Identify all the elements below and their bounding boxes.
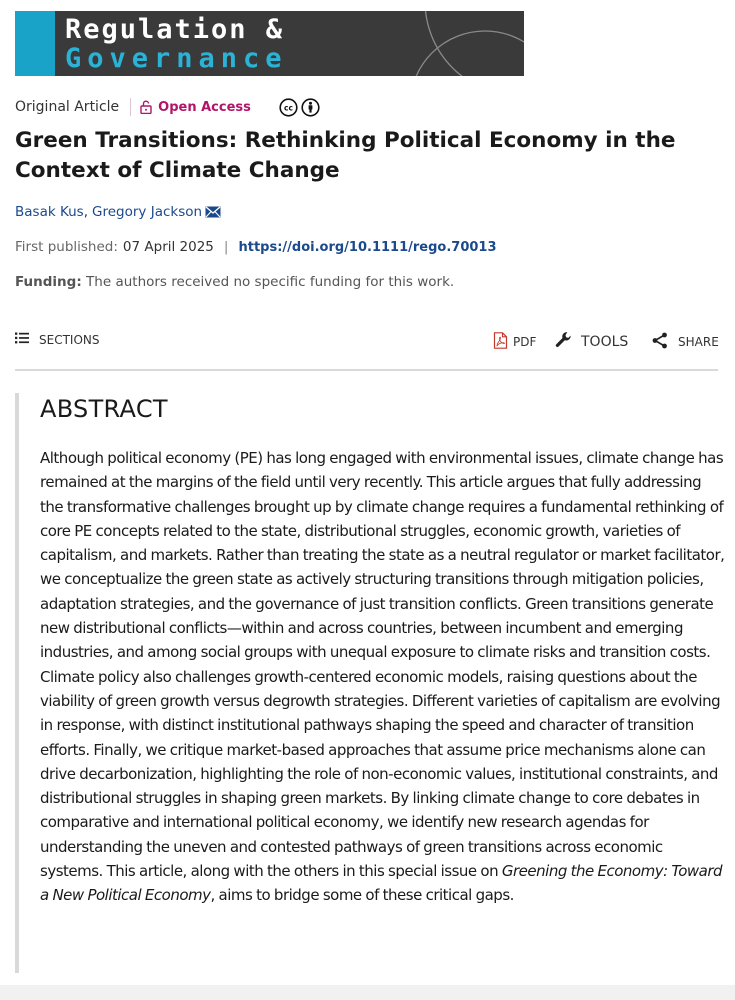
- envelope-icon[interactable]: [205, 206, 221, 218]
- share-label: SHARE: [678, 335, 719, 349]
- article-toolbar: [15, 330, 718, 354]
- abstract-text: [40, 446, 725, 908]
- author-separator: ,: [83, 204, 89, 220]
- svg-text:cc: cc: [283, 103, 293, 113]
- funding-label: Funding:: [15, 274, 82, 290]
- share-button[interactable]: [652, 332, 719, 352]
- funding-text: The authors received no specific funding for this work.: [86, 274, 455, 290]
- publication-info: [15, 239, 497, 255]
- share-icon: [652, 332, 668, 352]
- sections-label: SECTIONS: [39, 332, 100, 347]
- pipe-separator: |: [223, 239, 229, 255]
- journal-name-line1: Regulation &: [65, 14, 285, 45]
- abstract-heading: ABSTRACT: [40, 395, 168, 423]
- journal-name-line2: Governance: [65, 43, 288, 74]
- page-footer-band: [0, 985, 735, 1000]
- funding-statement: [15, 274, 454, 290]
- pdf-label: PDF: [513, 335, 537, 349]
- abstract-text-main: Although political economy (PE) has long engaged with environmental issues, climate change has remained at the margins of the field until very recently. This article argues that fully addressing the transformative challenges brought up by climate change requires a fundamental rethinking of core PE concepts related to the state, distributional struggles, economic growth, varieties of capitalism, and markets. Rather than treating the state as a neutral regulator or market facilitator, we conceptualize the green state as actively structuring transitions through mitigation policies, adaptation strategies, and the governance of just transition conflicts. Green transitions generate new distributional conflicts—within and across countries, between incumbent and emerging industries, and among social groups with unequal exposure to climate risks and transition costs. Climate policy also challenges growth-centered economic models, raising questions about the viability of green growth versus degrowth strategies. Different varieties of capitalism are evolving in response, with distinct institutional pathways shaping the speed and character of transition efforts. Finally, we critique market-based approaches that assume price mechanisms alone can drive decarbonization, highlighting the role of non-economic values, institutional constraints, and distributional struggles in shaping green markets. By linking climate change to core debates in comparative and international political economy, we identify new research agendas for understanding the uneven and contested pathways of green transitions across economic systems. This article, along with the others in this special issue on: [40, 449, 725, 881]
- first-published-label: First published:: [15, 239, 118, 255]
- open-lock-icon: [140, 100, 152, 114]
- creative-commons-icon[interactable]: [279, 98, 298, 117]
- pdf-file-icon: [493, 332, 508, 352]
- tools-button[interactable]: [555, 331, 628, 353]
- abstract-section: [15, 393, 725, 973]
- open-access-badge[interactable]: Open Access: [158, 99, 251, 115]
- abstract-text-end: , aims to bridge some of these critical gaps.: [210, 886, 514, 905]
- sections-button[interactable]: [15, 332, 100, 347]
- article-title: Green Transitions: Rethinking Political Economy in the Context of Climate Change: [15, 128, 676, 183]
- author-link[interactable]: Basak Kus: [15, 204, 84, 220]
- pdf-button[interactable]: [493, 332, 536, 352]
- doi-link[interactable]: https://doi.org/10.1111/rego.70013: [238, 239, 497, 255]
- list-icon: [15, 332, 29, 347]
- article-type: Original Article: [15, 99, 120, 115]
- meta-divider: [130, 98, 131, 116]
- license-icons[interactable]: [279, 98, 320, 117]
- journal-banner-logo[interactable]: [15, 11, 524, 76]
- wrench-icon: [555, 331, 573, 353]
- author-list: [15, 204, 221, 220]
- article-meta-row: [15, 96, 320, 118]
- first-published-date: 07 April 2025: [122, 239, 214, 255]
- attribution-icon[interactable]: [301, 98, 320, 117]
- author-link[interactable]: Gregory Jackson: [92, 204, 203, 220]
- toolbar-divider: [15, 369, 718, 371]
- tools-label: TOOLS: [581, 334, 629, 350]
- special-issue-title: Greening the Economy: Toward a New Political Economy: [40, 862, 723, 905]
